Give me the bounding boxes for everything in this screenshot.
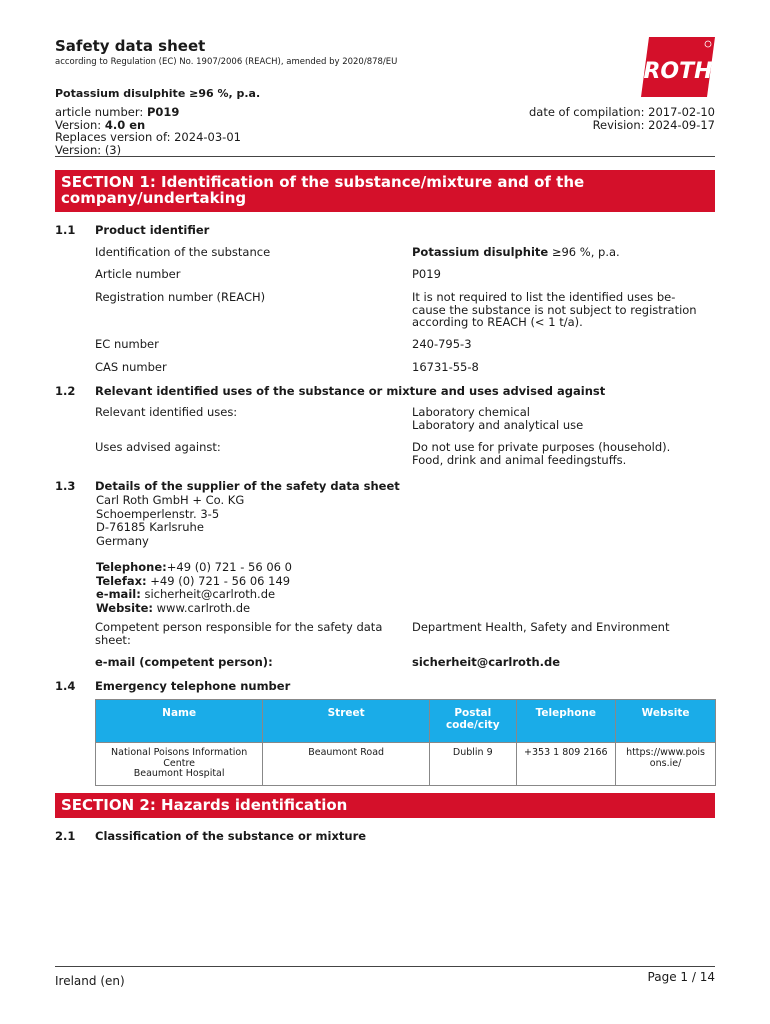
substance-name: Potassium disulphite bbox=[412, 245, 549, 259]
text-line[interactable]: ons.ie/ bbox=[649, 757, 682, 769]
supplier-address bbox=[96, 494, 244, 548]
table-cell-website[interactable] bbox=[616, 743, 716, 786]
country: Germany bbox=[96, 533, 149, 548]
table-header-row bbox=[96, 700, 716, 743]
email-link[interactable]: sicherheit@carlroth.de bbox=[140, 587, 276, 602]
subsection-title: Details of the supplier of the safety data sheet bbox=[95, 479, 400, 493]
field-label: Relevant identified uses: bbox=[95, 405, 238, 419]
competent-email-label: e-mail (competent person): bbox=[95, 655, 273, 669]
section-1-header bbox=[55, 170, 715, 212]
field-label: EC number bbox=[95, 337, 159, 351]
field-value: 16731-55-8 bbox=[412, 360, 479, 374]
version-value: 4.0 en bbox=[104, 117, 146, 132]
regulation-subtitle: according to Regulation (EC) No. 1907/2006 (REACH), amended by 2020/878/EU bbox=[55, 57, 398, 67]
competent-person-value: Department Health, Safety and Environment bbox=[412, 620, 670, 634]
website-row bbox=[96, 602, 292, 616]
version-label: Version: bbox=[55, 117, 105, 132]
telephone-label: Telephone: bbox=[96, 560, 167, 574]
article-label: article number: bbox=[55, 105, 147, 119]
registration-value bbox=[412, 291, 712, 329]
article-value: P019 bbox=[146, 105, 180, 119]
text-line: according to REACH (< 1 t/a). bbox=[412, 315, 583, 329]
text-line: Food, drink and animal feedingstuffs. bbox=[412, 452, 627, 467]
column-header: Postal code/city bbox=[430, 700, 517, 743]
competent-person-label bbox=[95, 621, 400, 646]
section-1-title-line2: company/undertaking bbox=[61, 189, 247, 207]
column-header: Street bbox=[263, 700, 430, 743]
field-label: CAS number bbox=[95, 360, 167, 374]
text-line: It is not required to list the identified uses be- bbox=[412, 290, 676, 304]
field-value: 240-795-3 bbox=[412, 337, 472, 351]
table-row bbox=[96, 743, 716, 786]
street: Schoemperlenstr. 3-5 bbox=[96, 506, 220, 521]
page-number: Page 1 / 14 bbox=[647, 970, 715, 984]
field-value: P019 bbox=[412, 267, 441, 281]
subsection-title: Product identifier bbox=[95, 223, 210, 237]
text-line: cause the substance is not subject to registration bbox=[412, 302, 697, 317]
subsection-title: Classification of the substance or mixture bbox=[95, 829, 367, 843]
company-name: Carl Roth GmbH + Co. KG bbox=[96, 493, 245, 507]
column-header: Name bbox=[96, 700, 263, 743]
telephone-value: +49 (0) 721 - 56 06 0 bbox=[166, 560, 292, 574]
city: D-76185 Karlsruhe bbox=[96, 520, 204, 535]
table-cell-postal: Dublin 9 bbox=[430, 743, 517, 786]
subsection-title: Relevant identified uses of the substance or mixture and uses advised against bbox=[95, 384, 606, 398]
replaces-text: Replaces version of: 2024-03-01 bbox=[55, 130, 241, 144]
subsection-number: 1.4 bbox=[55, 679, 76, 693]
replaces-version-text: Version: (3) bbox=[55, 142, 122, 157]
footer-divider bbox=[55, 966, 715, 967]
field-label: Article number bbox=[95, 267, 181, 281]
text-line: Laboratory chemical bbox=[412, 405, 530, 419]
subsection-number: 1.2 bbox=[55, 384, 76, 398]
field-label: Registration number (REACH) bbox=[95, 290, 266, 304]
telefax-label: Telefax: bbox=[96, 573, 147, 588]
table-cell-street: Beaumont Road bbox=[263, 743, 430, 786]
email-row bbox=[96, 588, 292, 602]
text-line[interactable]: https://www.pois bbox=[626, 747, 706, 758]
website-link[interactable]: www.carlroth.de bbox=[153, 600, 251, 615]
uses-value bbox=[412, 406, 712, 431]
telefax-value: +49 (0) 721 - 56 06 149 bbox=[146, 573, 291, 588]
supplier-contact bbox=[96, 561, 292, 615]
competent-email-link[interactable]: sicherheit@carlroth.de bbox=[412, 655, 561, 669]
subsection-number: 1.1 bbox=[55, 223, 76, 237]
subsection-title: Emergency telephone number bbox=[95, 679, 291, 693]
revision-date: Revision: 2024-09-17 bbox=[592, 117, 715, 132]
text-line: Do not use for private purposes (household). bbox=[412, 440, 671, 454]
table-cell-telephone: +353 1 809 2166 bbox=[516, 743, 616, 786]
website-label: Website: bbox=[96, 600, 153, 615]
substance-value bbox=[412, 246, 712, 259]
text-line: Competent person responsible for the safety data bbox=[95, 620, 383, 634]
emergency-contacts-table bbox=[95, 699, 716, 786]
roth-logo-graphic bbox=[641, 37, 715, 97]
product-title: Potassium disulphite ≥96 %, p.a. bbox=[55, 87, 261, 100]
text-line: Laboratory and analytical use bbox=[412, 417, 584, 432]
section-1-title-line1: SECTION 1: Identification of the substance/mixture and of the bbox=[61, 173, 585, 191]
email-label: e-mail: bbox=[96, 587, 141, 602]
version-info bbox=[55, 106, 241, 156]
text-line: sheet: bbox=[95, 632, 131, 647]
subsection-number: 2.1 bbox=[55, 829, 76, 843]
field-label: Identification of the substance bbox=[95, 245, 271, 259]
roth-logo bbox=[641, 37, 715, 97]
section-2-header: SECTION 2: Hazards identification bbox=[55, 793, 715, 818]
telefax-row bbox=[96, 575, 292, 589]
text-line: Centre bbox=[163, 757, 196, 769]
table-cell-name bbox=[96, 743, 263, 786]
column-header: Telephone bbox=[516, 700, 616, 743]
date-info bbox=[529, 106, 715, 131]
field-label: Uses advised against: bbox=[95, 440, 221, 454]
footer-country: Ireland (en) bbox=[55, 974, 125, 988]
header-divider bbox=[55, 156, 715, 157]
telephone-row bbox=[96, 561, 292, 575]
substance-grade: ≥96 %, p.a. bbox=[548, 245, 620, 259]
text-line: National Poisons Information bbox=[111, 747, 248, 758]
compilation-date: date of compilation: 2017-02-10 bbox=[528, 105, 715, 119]
uses-against-value bbox=[412, 441, 712, 466]
subsection-number: 1.3 bbox=[55, 479, 76, 493]
document-title: Safety data sheet bbox=[55, 37, 206, 55]
text-line: Beaumont Hospital bbox=[133, 768, 225, 779]
logo-text: ROTH bbox=[643, 59, 713, 84]
column-header: Website bbox=[616, 700, 716, 743]
